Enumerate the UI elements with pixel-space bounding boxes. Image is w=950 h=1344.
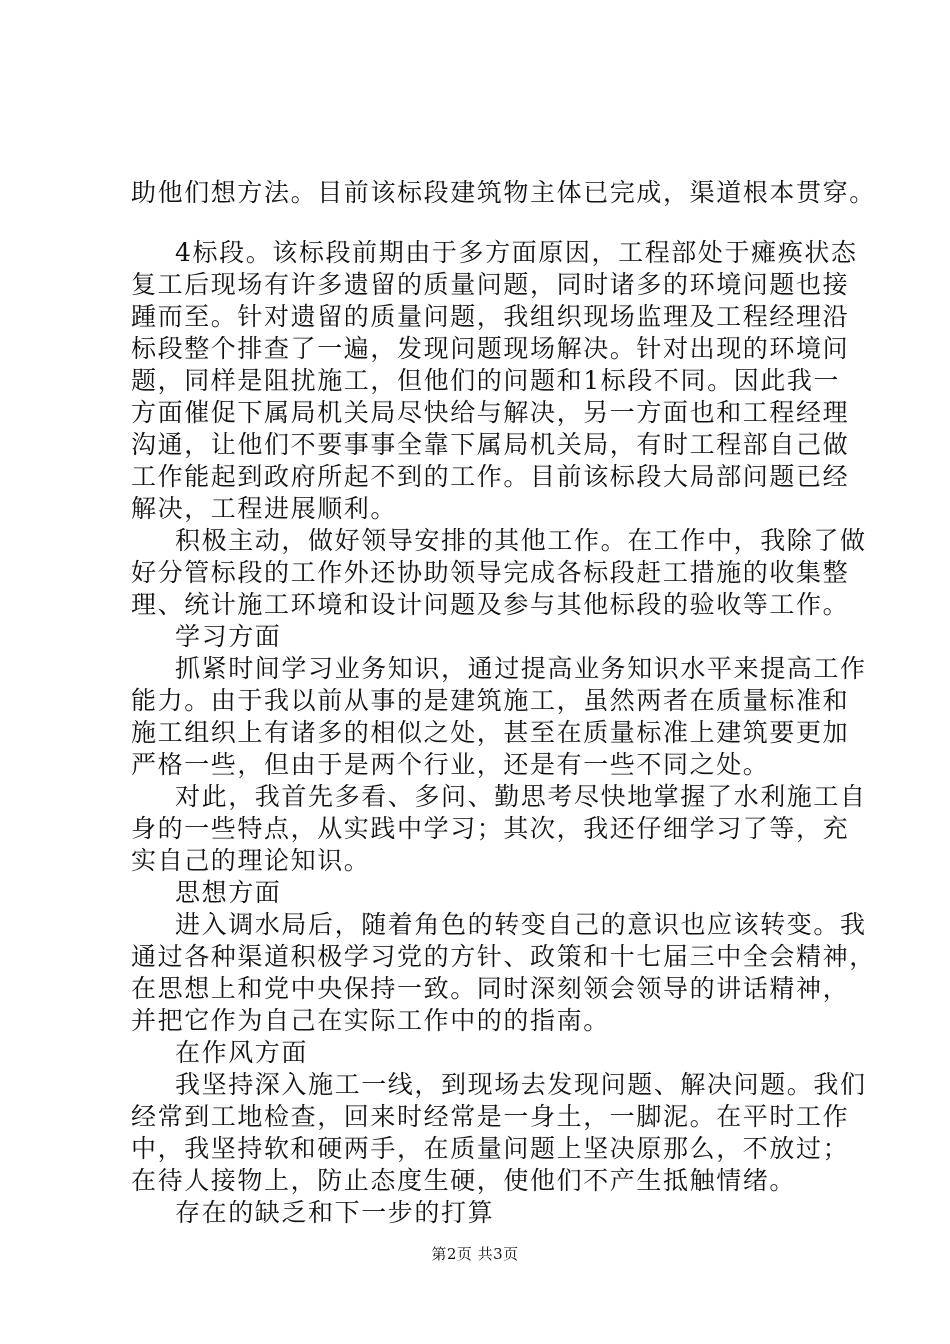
- paragraph-line: 中，我坚持软和硬两手，在质量问题上坚决原那么，不放过；: [131, 1134, 850, 1163]
- paragraph-line: 沟通，让他们不要事事全靠下属局机关局，有时工程部自己做: [131, 430, 850, 459]
- section-heading-study: 学习方面: [175, 622, 282, 651]
- paragraph-line: 助他们想方法。目前该标段建筑物主体已完成，渠道根本贯穿。: [131, 178, 876, 207]
- section-heading-shortcomings: 存在的缺乏和下一步的打算: [175, 1198, 495, 1227]
- paragraph-line: 我坚持深入施工一线，到现场去发现问题、解决问题。我们: [175, 1070, 867, 1099]
- paragraph-line: 通过各种渠道积极学习党的方针、政策和十七届三中全会精神，: [131, 942, 876, 971]
- paragraph-line: 题，同样是阻扰施工，但他们的问题和1标段不同。因此我一: [131, 366, 841, 395]
- paragraph-line: 方面催促下属局机关局尽快给与解决，另一方面也和工程经理: [131, 398, 850, 427]
- paragraph-line: 理、统计施工环境和设计问题及参与其他标段的验收等工作。: [131, 590, 850, 619]
- paragraph-line: 踵而至。针对遗留的质量问题，我组织现场监理及工程经理沿: [131, 302, 850, 331]
- section-heading-style: 在作风方面: [175, 1038, 309, 1067]
- paragraph-line: 好分管标段的工作外还协助领导完成各标段赶工措施的收集整: [131, 558, 850, 587]
- paragraph-line: 实自己的理论知识。: [131, 846, 371, 875]
- paragraph-line: 在思想上和党中央保持一致。同时深刻领会领导的讲话精神，: [131, 974, 850, 1003]
- section-heading-thought: 思想方面: [175, 878, 282, 907]
- paragraph-line: 严格一些，但由于是两个行业，还是有一些不同之处。: [131, 750, 770, 779]
- paragraph-line: 抓紧时间学习业务知识，通过提高业务知识水平来提高工作: [175, 654, 867, 683]
- paragraph-line: 并把它作为自己在实际工作中的的指南。: [131, 1006, 610, 1035]
- paragraph-line: 对此，我首先多看、多问、勤思考尽快地掌握了水利施工自: [175, 782, 867, 811]
- paragraph-line: 4标段。该标段前期由于多方面原因，工程部处于瘫痪状态: [175, 238, 858, 267]
- paragraph-line: 身的一些特点，从实践中学习；其次，我还仔细学习了等，充: [131, 814, 850, 843]
- paragraph-line: 在待人接物上，防止态度生硬，使他们不产生抵触情绪。: [131, 1166, 797, 1195]
- paragraph-line: 进入调水局后，随着角色的转变自己的意识也应该转变。我: [175, 910, 867, 939]
- paragraph-line: 施工组织上有诸多的相似之处，甚至在质量标准上建筑要更加: [131, 718, 850, 747]
- paragraph-line: 经常到工地检查，回来时经常是一身土，一脚泥。在平时工作: [131, 1102, 850, 1131]
- paragraph-line: 工作能起到政府所起不到的工作。目前该标段大局部问题已经: [131, 462, 850, 491]
- paragraph-line: 标段整个排查了一遍，发现问题现场解决。针对出现的环境问: [131, 334, 850, 363]
- paragraph-line: 积极主动，做好领导安排的其他工作。在工作中，我除了做: [175, 526, 867, 555]
- page-footer: 第2页 共3页: [431, 1245, 519, 1263]
- paragraph-line: 解决，工程进展顺利。: [131, 494, 398, 523]
- paragraph-line: 能力。由于我以前从事的是建筑施工，虽然两者在质量标准和: [131, 686, 850, 715]
- paragraph-line: 复工后现场有许多遗留的质量问题，同时诸多的环境问题也接: [131, 270, 850, 299]
